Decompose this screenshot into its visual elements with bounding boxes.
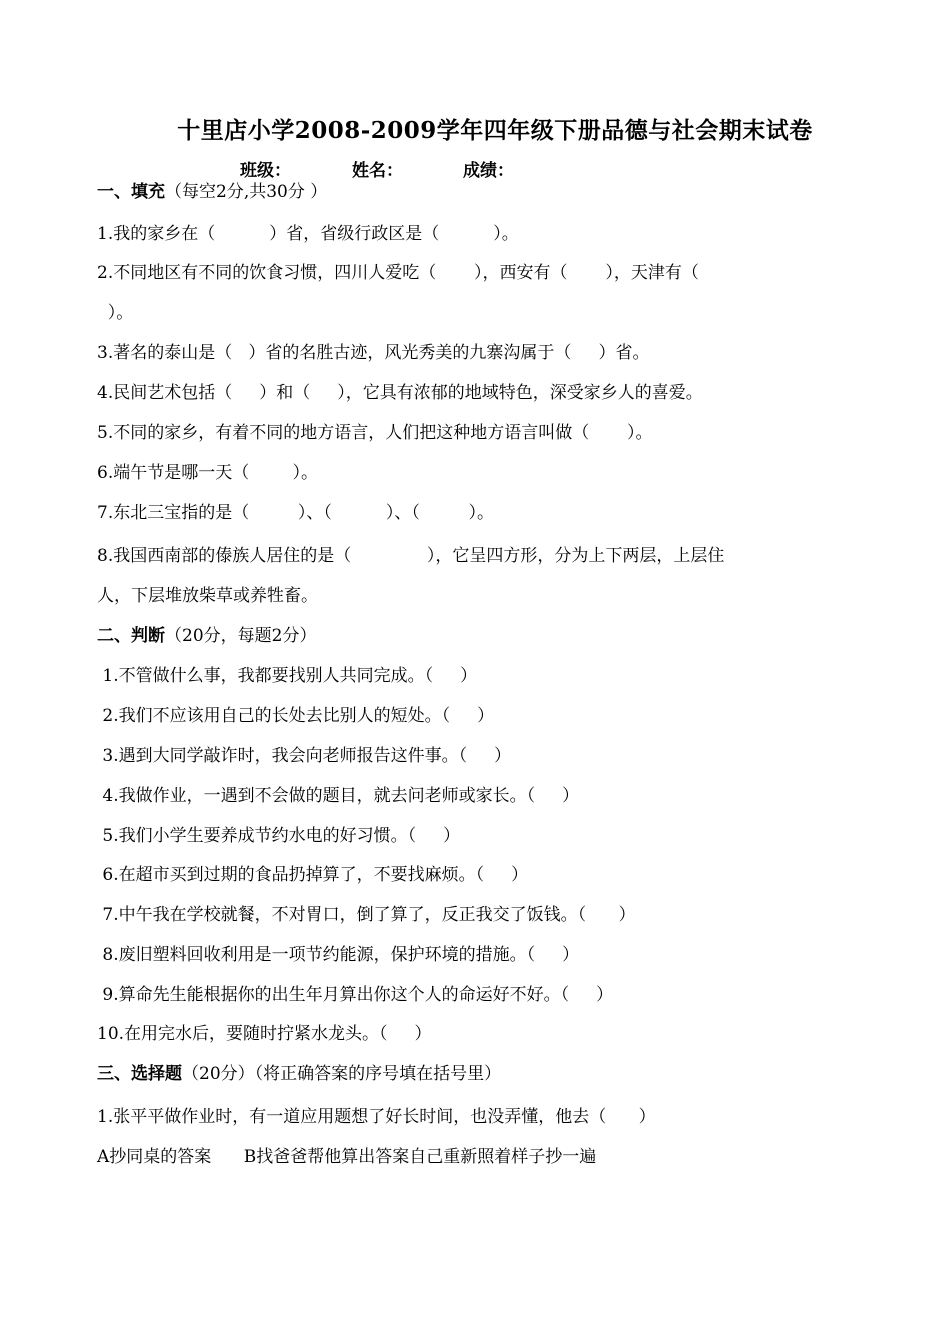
fill-question-8-continued: 人，下层堆放柴草或养牲畜。 [97, 586, 318, 606]
section-2-heading [97, 625, 316, 647]
section-3-note: （20分）（将正确答案的序号填在括号里） [182, 1064, 502, 1084]
exam-title [0, 112, 950, 145]
fill-question-4: 4.民间艺术包括（ ）和（ ），它具有浓郁的地域特色，深受家乡人的喜爱。 [97, 383, 703, 403]
judge-question-8: 8.废旧塑料回收利用是一项节约能源，保护环境的措施。（ ） [97, 945, 580, 965]
fill-question-2-continued: ）。 [97, 303, 134, 323]
judge-question-9: 9.算命先生能根据你的出生年月算出你这个人的命运好不好。（ ） [97, 985, 614, 1005]
judge-question-4: 4.我做作业，一遇到不会做的题目，就去问老师或家长。（ ） [97, 786, 580, 806]
judge-question-2: 2.我们不应该用自己的长处去比别人的短处。（ ） [97, 706, 495, 726]
judge-question-6: 6.在超市买到过期的食品扔掉算了，不要找麻烦。（ ） [97, 865, 529, 885]
score-label: 成绩： [463, 161, 514, 181]
section-2-note: （20分，每题2分） [165, 626, 317, 646]
fill-question-6: 6.端午节是哪一天（ ）。 [97, 463, 318, 483]
judge-question-1: 1.不管做什么事，我都要找别人共同完成。（ ） [97, 666, 478, 686]
fill-question-5: 5.不同的家乡，有着不同的地方语言，人们把这种地方语言叫做（ ）。 [97, 423, 653, 443]
judge-question-10: 10.在用完水后，要随时拧紧水龙头。（ ） [97, 1024, 432, 1044]
fill-question-7: 7.东北三宝指的是（ ）、（ ）、（ ）。 [97, 503, 495, 523]
name-label: 姓名： [352, 161, 403, 181]
section-2-title: 二、判断 [97, 626, 165, 646]
fill-question-1: 1.我的家乡在（ ）省，省级行政区是（ ）。 [97, 224, 519, 244]
class-label: 班级： [240, 161, 291, 181]
judge-question-7: 7.中午我在学校就餐，不对胃口，倒了算了，反正我交了饭钱。（ ） [97, 905, 636, 925]
judge-question-5: 5.我们小学生要养成节约水电的好习惯。（ ） [97, 826, 461, 846]
choice-question-1-options: A抄同桌的答案 B找爸爸帮他算出答案自己重新照着样子抄一遍 [97, 1147, 597, 1167]
section-1-title: 一、填充 [97, 182, 165, 202]
judge-question-3: 3.遇到大同学敲诈时，我会向老师报告这件事。（ ） [97, 746, 512, 766]
exam-title-text: 十里店小学2008-2009学年四年级下册品德与社会期末试卷 [177, 117, 813, 144]
fill-question-2: 2.不同地区有不同的饮食习惯，四川人爱吃（ ），西安有（ ），天津有（ [97, 263, 699, 283]
choice-question-1: 1.张平平做作业时，有一道应用题想了好长时间，也没弄懂，他去（ ） [97, 1107, 656, 1127]
section-1-note: （每空2分,共30分 ） [165, 182, 328, 202]
fill-question-3: 3.著名的泰山是（ ）省的名胜古迹，风光秀美的九寨沟属于（ ）省。 [97, 343, 650, 363]
section-1-heading [97, 181, 327, 203]
section-3-heading [97, 1063, 501, 1085]
section-3-title: 三、选择题 [97, 1064, 182, 1084]
fill-question-8: 8.我国西南部的傣族人居住的是（ ），它呈四方形，分为上下两层，上层住 [97, 546, 725, 566]
